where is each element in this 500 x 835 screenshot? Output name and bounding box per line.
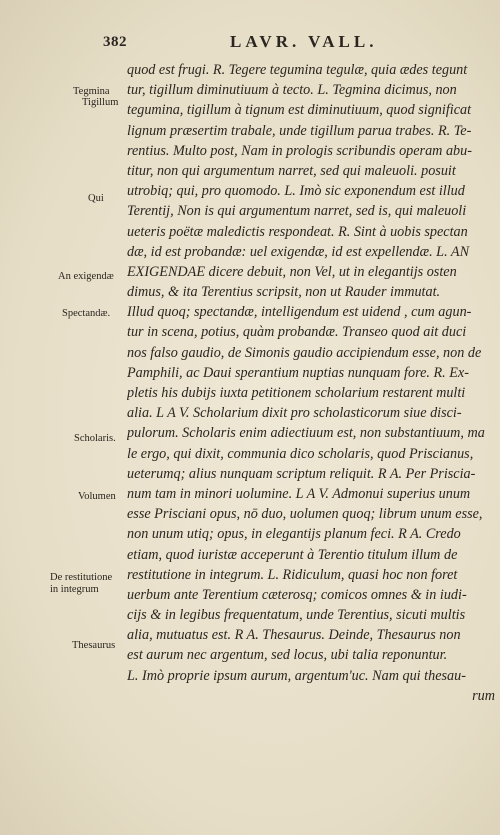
text-line: restitutione in integrum. L. Ridiculum, quasi hoc non foret <box>127 566 458 583</box>
text-line: ueterumq; alius nunquam scriptum reliquit. R A. Per Priscia- <box>127 465 476 482</box>
text-line: etiam, quod iuristæ acceperunt à Terentio titulum illum de <box>127 546 458 563</box>
margin-note: Tigillum <box>82 97 119 108</box>
margin-note: Volumen <box>78 491 116 502</box>
text-line: titur, non qui argumentum narret, sed qui maleuoli. posuit <box>127 162 456 179</box>
text-line: pletis his dubijs iuxta petitionem scholarium restarent multi <box>127 385 466 401</box>
body-text <box>127 60 495 706</box>
text-line: tur, tigillum diminutiuum à tecto. L. Tegmina dicimus, non <box>127 82 457 99</box>
margin-note: Thesaurus <box>72 640 116 651</box>
text-line: alia. L A V. Scholarium dixit pro scholasticorum siue disci- <box>127 405 462 422</box>
margin-note: An exigendæ <box>58 271 114 282</box>
text-line: dæ, id est probandæ: uel exigendæ, id est expellendæ. L. AN <box>127 243 470 260</box>
text-line: L. Imò proprie ipsum aurum, argentum'uc. Nam qui thesau- <box>127 667 466 684</box>
text-line: alia, mutuatus est. R A. Thesaurus. Deinde, Thesaurus non <box>127 627 461 644</box>
text-line: uerbum ante Terentium cæterosq; comicos omnes & in iudi- <box>127 586 467 603</box>
text-line: Terentij, Non is qui argumentum narret, sed is, qui maleuoli <box>127 203 467 220</box>
page-number: 382 <box>103 34 127 50</box>
text-line: quod est frugi. R. Tegere tegumina tegulæ, quia ædes tegunt <box>127 62 468 78</box>
text-line: lignum præsertim trabale, unde tigillum parua trabes. R. Te- <box>127 122 472 139</box>
margin-note: Spectandæ. <box>62 308 111 319</box>
text-line: Illud quoq; spectandæ, intelligendum est uidend , cum agun- <box>127 304 472 321</box>
text-line: rum <box>472 687 495 704</box>
text-line: tur in scena, potius, quàm probandæ. Transeo quod ait duci <box>127 324 467 341</box>
text-line: esse Prisciani opus, nō duo, uolumen quoq; librum unum esse, <box>127 506 483 523</box>
text-line: cijs & in legibus frequentatum, unde Terentius, sicuti multis <box>127 607 466 624</box>
text-line: dimus, & ita Terentius scripsit, non ut Rauder immutat. <box>127 284 441 301</box>
margin-note: Qui <box>88 193 104 204</box>
margin-note: Tegmina <box>73 86 110 97</box>
margin-note: Scholaris. <box>74 433 116 444</box>
text-line: pulorum. Scholaris enim adiectiuum est, non substantiuum, ma <box>127 425 485 442</box>
text-line: rentius. Multo post, Nam in prologis scribundis operam abu- <box>127 142 472 159</box>
text-line: ueteris poëtæ maledictis respondeat. R. Sint à uobis spectan <box>127 223 468 240</box>
text-line: utrobiq; qui, pro quomodo. L. Imò sic exponendum est illud <box>127 183 465 200</box>
margin-note: De restitutione <box>50 572 113 583</box>
text-line: nos falso gaudio, de Simonis gaudio accipiendum esse, non de <box>127 344 482 361</box>
running-title: LAVR. VALL. <box>230 32 378 51</box>
text-line: Pamphili, ac Daui sperantium nuptias nunquam fore. R. Ex- <box>127 364 469 381</box>
text-line: non unum utiq; opus, in elegantijs planum feci. R A. Credo <box>127 526 461 543</box>
text-line: est aurum nec argentum, sed locus, ubi talia reponuntur. <box>127 647 448 664</box>
margin-note: in integrum <box>50 584 99 595</box>
text-line: le ergo, qui dixit, communia dico scholaris, quod Priscianus, <box>127 445 474 462</box>
page-header <box>0 32 500 54</box>
text-line: tegumina, tigillum à tignum est diminutiuum, quod significat <box>127 102 472 119</box>
text-line: num tam in minori uolumine. L A V. Admonui superius unum <box>127 485 471 502</box>
text-line: EXIGENDAE dicere debuit, non Vel, ut in elegantijs osten <box>127 263 457 280</box>
